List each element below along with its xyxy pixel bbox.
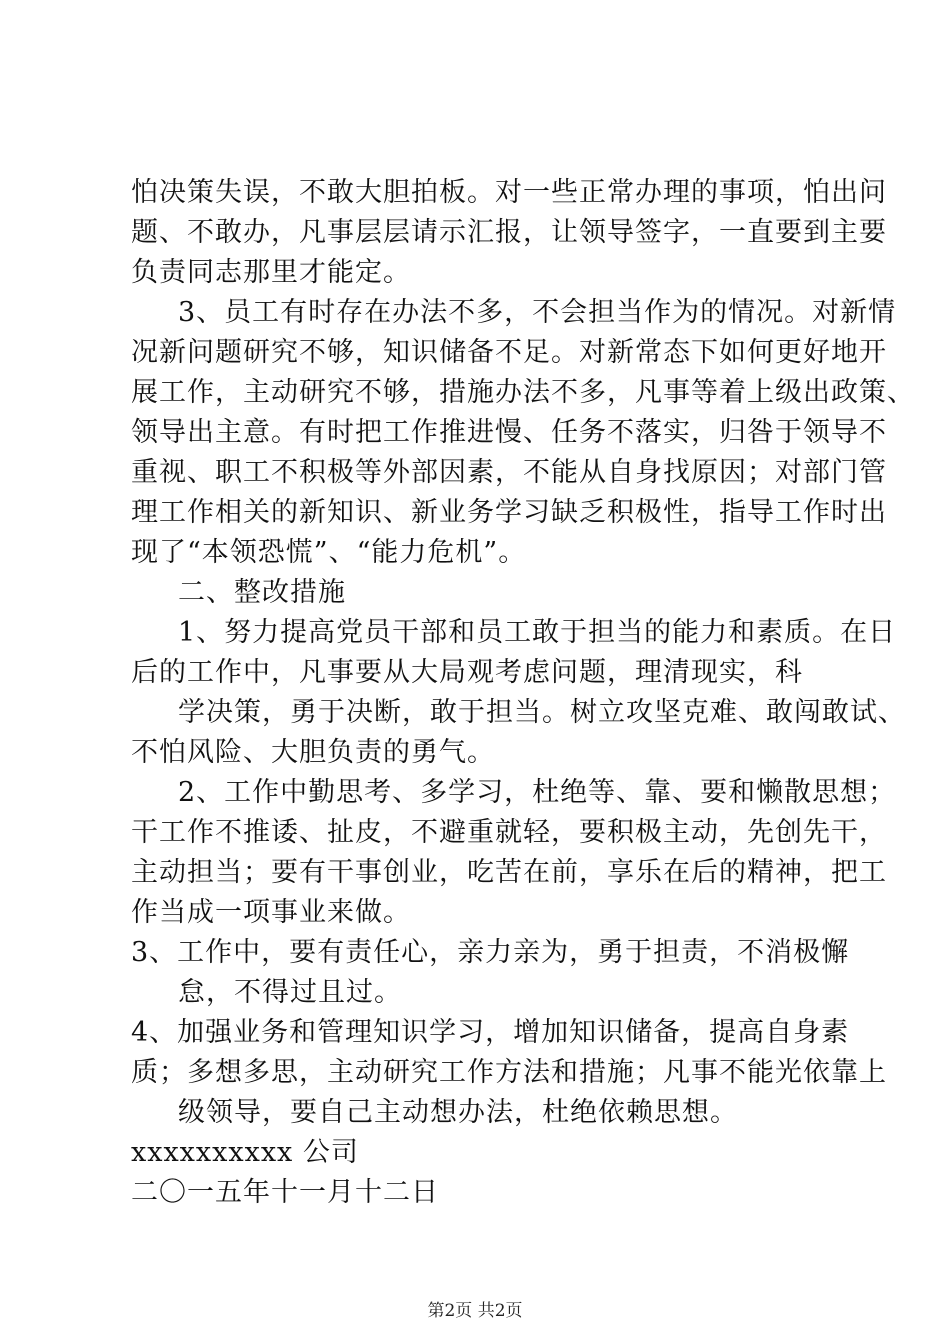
body-text-line: 4、加强业务和管理知识学习，增加知识储备，提高自身素 (131, 1017, 850, 1048)
body-text-line: 2、工作中勤思考、多学习，杜绝等、靠、要和懒散思想； (178, 777, 897, 808)
body-text-line: 展工作，主动研究不够，措施办法不多，凡事等着上级出政策、 (131, 377, 915, 408)
body-text-line: 级领导，要自己主动想办法，杜绝依赖思想。 (178, 1097, 738, 1128)
body-text-line: 怠，不得过且过。 (178, 977, 402, 1008)
body-text-line: 领导出主意。有时把工作推进慢、任务不落实，归咎于领导不 (131, 417, 887, 448)
body-text-line: 怕决策失误，不敢大胆拍板。对一些正常办理的事项，怕出问 (131, 177, 887, 208)
body-text-line: 负责同志那里才能定。 (131, 257, 411, 288)
section-heading: 二、整改措施 (178, 577, 346, 608)
body-text-line: 干工作不推诿、扯皮，不避重就轻，要积极主动，先创先干， (131, 817, 887, 848)
body-text-line: 况新问题研究不够，知识储备不足。对新常态下如何更好地开 (131, 337, 887, 368)
body-text-line: 题、不敢办，凡事层层请示汇报，让领导签字，一直要到主要 (131, 217, 887, 248)
body-text-line: 质；多想多思，主动研究工作方法和措施；凡事不能光依靠上 (131, 1057, 887, 1088)
signature-date: 二〇一五年十一月十二日 (131, 1177, 439, 1208)
body-text-line: 作当成一项事业来做。 (131, 897, 411, 928)
body-text-line: 重视、职工不积极等外部因素，不能从自身找原因；对部门管 (131, 457, 887, 488)
body-text-line: 3、工作中，要有责任心，亲力亲为，勇于担责，不消极懈 (131, 937, 850, 968)
body-text-line: 1、努力提高党员干部和员工敢于担当的能力和素质。在日 (178, 617, 897, 648)
body-text-line: 学决策，勇于决断，敢于担当。树立攻坚克难、敢闯敢试、 (178, 697, 906, 728)
body-text-line: 3、员工有时存在办法不多，不会担当作为的情况。对新情 (178, 297, 897, 328)
body-text-line: 后的工作中，凡事要从大局观考虑问题，理清现实，科 (131, 657, 803, 688)
page-footer: 第2页 共2页 (427, 1301, 523, 1321)
body-text-line: 主动担当；要有干事创业，吃苦在前，享乐在后的精神，把工 (131, 857, 887, 888)
body-text-line: 现了“本领恐慌”、“能力危机”。 (131, 537, 527, 568)
signature-company: xxxxxxxxxx 公司 (131, 1137, 359, 1168)
body-text-line: 理工作相关的新知识、新业务学习缺乏积极性，指导工作时出 (131, 497, 887, 528)
body-text-line: 不怕风险、大胆负责的勇气。 (131, 737, 495, 768)
